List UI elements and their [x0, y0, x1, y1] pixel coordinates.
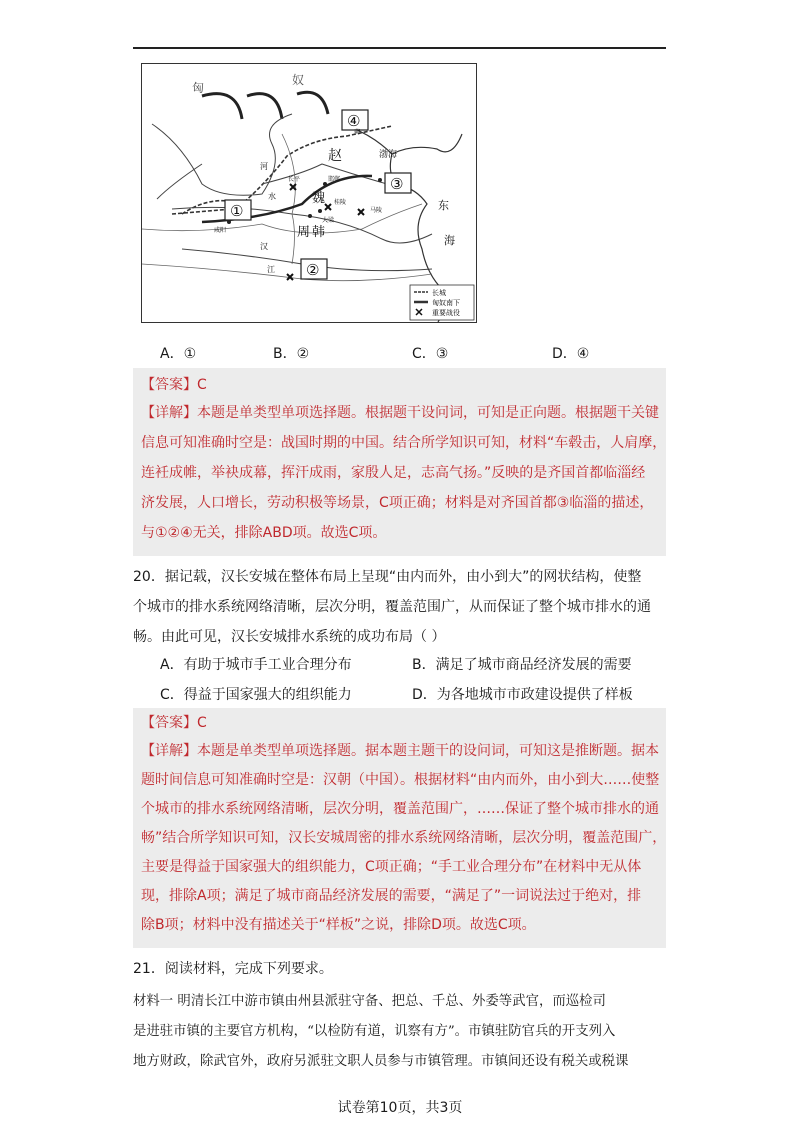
q20-stem-line: 20．据记载，汉长安城在整体布局上呈现“由内而外，由小到大”的网状结构，使整	[133, 569, 642, 585]
q21-stem: 21．阅读材料，完成下列要求。	[133, 961, 333, 977]
label-east: 东	[438, 199, 449, 212]
legend-wall: 长城	[432, 289, 446, 297]
label-bohai: 渤海	[379, 150, 398, 160]
label-river-he: 河	[260, 162, 268, 171]
q20-option-a: A．有助于城市手工业合理分布	[160, 657, 352, 673]
marker-2: ②	[306, 261, 320, 279]
q19-detail-line: 与①②④无关，排除ABD项。故选C项。	[141, 525, 387, 541]
q19-detail-line: 连衽成帷，举袂成幕，挥汗成雨，家殷人足，志高气扬。”反映的是齐国首都临淄经	[141, 465, 646, 481]
label-xiongnu-2: 奴	[292, 73, 305, 87]
marker-3: ③	[390, 175, 404, 193]
label-zhou: 周	[297, 225, 311, 240]
q21-material-line: 材料一 明清长江中游市镇由州县派驻守备、把总、千总、外委等武官，而巡检司	[133, 994, 606, 1009]
q19-option-a: A．①	[160, 346, 197, 362]
q19-detail-line: 济发展，人口增长，劳动积极等场景，C项正确；材料是对齐国首都③临淄的描述，	[141, 495, 654, 511]
q20-option-b: B．满足了城市商品经济发展的需要	[412, 657, 632, 673]
label-wei: 魏	[312, 191, 326, 206]
q20-option-c: C．得益于国家强大的组织能力	[160, 687, 352, 703]
label-guiling: 桂陵	[334, 199, 347, 206]
q20-detail-line: 除B项；材料中没有描述关于“样板”之说，排除D项。故选C项。	[141, 917, 536, 933]
q20-detail-line: 畅”结合所学知识可知，汉长安城周密的排水系统网络清晰，层次分明，覆盖范围广，	[141, 830, 667, 846]
q20-detail-line: 主要是得益于国家强大的组织能力，C项正确；“手工业合理分布”在材料中无从体	[141, 859, 642, 875]
q21-material-line: 是进驻市镇的主要官方机构，“以检防有道，讥察有方”。市镇驻防官兵的开支列入	[133, 1024, 616, 1039]
label-zhao: 赵	[328, 148, 342, 164]
warring-states-map	[141, 63, 477, 323]
label-han: 韩	[312, 225, 326, 240]
great-wall	[172, 126, 392, 214]
label-jiang: 江	[267, 265, 275, 274]
label-changping: 长平	[288, 176, 301, 183]
label-han-river: 汉	[260, 242, 268, 251]
q19-detail-line: 【详解】本题是单类型单项选择题。根据题干设问词，可知是正向题。根据题干关键	[141, 405, 659, 421]
q20-answer: 【答案】C	[141, 715, 207, 731]
label-sea: 海	[444, 234, 455, 247]
q19-answer: 【答案】C	[141, 377, 207, 393]
q19-option-c: C．③	[412, 346, 449, 362]
label-ji: 蓟	[354, 129, 361, 136]
q20-detail-line: 题时间信息可知准确时空是：汉朝（中国）。根据材料“由内而外，由小到大……使整	[141, 772, 660, 788]
q20-detail-line: 【详解】本题是单类型单项选择题。据本题主题干的设问词，可知这是推断题。据本	[141, 743, 659, 759]
header-rule	[133, 47, 666, 49]
marker-1: ①	[230, 202, 244, 220]
q19-answer-block	[133, 368, 666, 556]
q19-option-d: D．④	[552, 346, 590, 362]
label-xianyang: 咸阳	[214, 227, 227, 234]
label-handan: 邯郸	[328, 176, 341, 183]
xiongnu-route-arrows	[202, 92, 328, 119]
q20-answer-block	[133, 708, 666, 948]
q21-material-line: 地方财政，除武官外，政府另派驻文职人员参与市镇管理。市镇间还设有税关或税课	[133, 1054, 629, 1069]
q19-detail-line: 信息可知准确时空是：战国时期的中国。结合所学知识可知，材料“车毂击，人肩摩，	[141, 435, 667, 451]
marker-4: ④	[347, 112, 361, 130]
q20-stem-line: 畅。由此可见，汉长安城排水系统的成功布局（ ）	[133, 629, 446, 645]
map-drawing	[142, 64, 476, 322]
q20-detail-line: 个城市的排水系统网络清晰，层次分明，覆盖范围广，……保证了整个城市排水的通	[141, 801, 659, 817]
q20-detail-line: 现，排除A项；满足了城市商品经济发展的需要，“满足了”一词说法过于绝对，排	[141, 888, 642, 904]
legend-route: 匈奴南下	[432, 299, 460, 307]
q20-option-d: D．为各地城市市政建设提供了样板	[412, 687, 633, 703]
page-footer: 试卷第10页，共3页	[337, 1100, 463, 1116]
label-river-shui: 水	[268, 192, 276, 201]
map-legend	[410, 285, 474, 320]
q20-stem-line: 个城市的排水系统网络清晰，层次分明，覆盖范围广，从而保证了整个城市排水的通	[133, 599, 651, 615]
label-maling: 马陵	[370, 207, 383, 214]
label-xiongnu-1: 匈	[192, 81, 205, 95]
q19-option-b: B．②	[273, 346, 310, 362]
label-daliang: 大梁	[322, 217, 335, 224]
legend-battle: 重要战役	[432, 309, 460, 317]
